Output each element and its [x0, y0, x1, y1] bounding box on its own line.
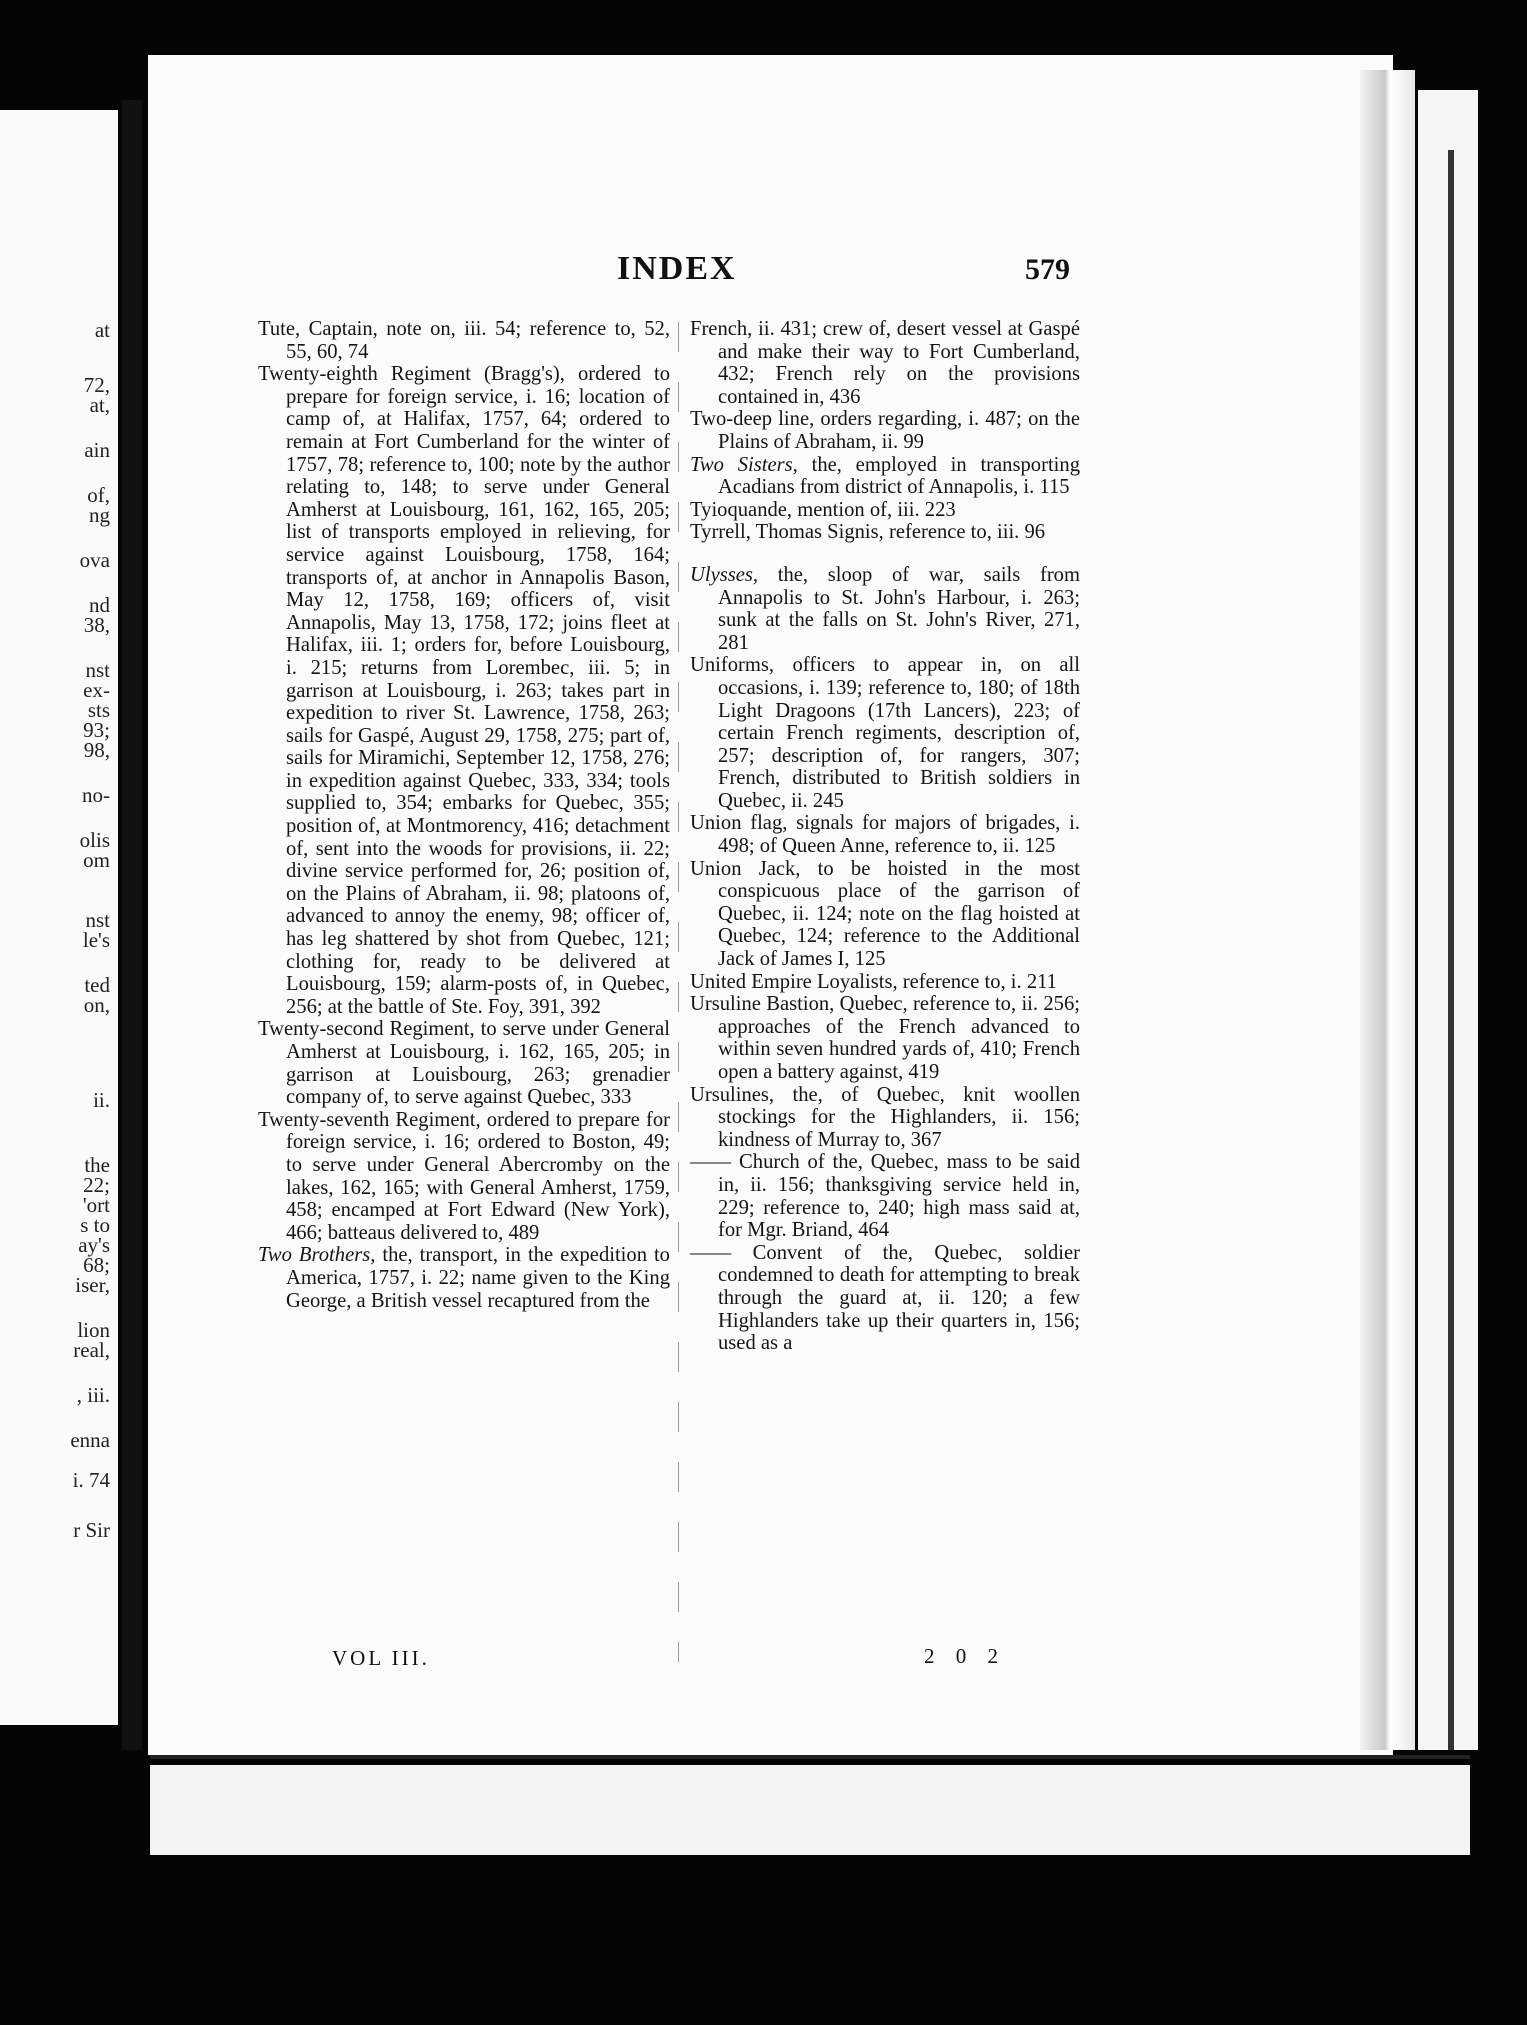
previous-page-text-fragment: 22;	[83, 1173, 110, 1197]
entry-text: the, sloop of war, sails from Annapolis to St. John's Harbour, i. 263; sunk at the falls on St. John's River, 271, 281	[718, 563, 1080, 654]
previous-page-text-fragment: of,	[87, 483, 110, 507]
previous-page-text-fragment: 72,	[83, 373, 110, 397]
entry-text: the, transport, in the expedition to America, 1757, i. 22; name given to the King George, a British vessel recaptured from the	[286, 1244, 670, 1312]
entry-text: Twenty-second Regiment, to serve under General Amherst at Louisbourg, i. 162, 165, 205; in garrison at Louisbourg, 263; grenadier company of, to serve against Quebec, 333	[258, 1018, 670, 1109]
index-entry	[258, 363, 670, 1018]
index-entry	[258, 1018, 670, 1108]
previous-page-text-fragment: om	[83, 848, 110, 872]
previous-page-text-fragment: 93;	[83, 718, 110, 742]
previous-page-text-fragment: , iii.	[76, 1383, 110, 1407]
previous-page-text-fragment: i. 74	[72, 1468, 110, 1492]
previous-page-text-fragment: le's	[82, 928, 110, 952]
entry-text: United Empire Loyalists, reference to, i. 211	[690, 970, 1057, 993]
previous-page-text-fragment: ain	[84, 438, 110, 462]
entry-text: the, employed in transporting Acadians from district of Annapolis, i. 115	[718, 453, 1080, 499]
entry-text: French, ii. 431; crew of, desert vessel at Gaspé and make their way to Fort Cumberland, 432; French rely on the provisions contained in, 436	[690, 318, 1080, 408]
index-entry	[690, 858, 1080, 971]
entry-text: —— Church of the, Quebec, mass to be said in, ii. 156; thanksgiving service held in, 229; reference to, 240; high mass said at, for Mgr. Briand, 464	[690, 1151, 1080, 1242]
index-entry	[690, 408, 1080, 453]
previous-page-text-fragment: 'ort	[82, 1193, 110, 1217]
index-entry	[690, 564, 1080, 654]
previous-page-text-fragment: the	[84, 1153, 110, 1177]
entry-italic-title: Two Sisters,	[690, 453, 798, 476]
column-divider	[678, 322, 679, 1662]
entry-text: Two-deep line, orders regarding, i. 487; on the Plains of Abraham, ii. 99	[690, 408, 1080, 453]
signature-mark: 2 0 2	[924, 1644, 1006, 1668]
volume-label: VOL III.	[332, 1646, 430, 1670]
previous-page-text-fragment: no-	[82, 783, 110, 807]
scan-bottom-margin	[150, 1765, 1470, 1855]
entry-text: Twenty-seventh Regiment, ordered to prepare for foreign service, i. 16; ordered to Boston, 49; to serve under General Abercromby on the lakes, 162, 165; with General Amherst, 1759, 458; encamped at Fort Edward (New York), 466; batteaus delivered to, 489	[258, 1108, 670, 1244]
index-entry	[690, 1084, 1080, 1152]
previous-page-text-fragment: real,	[73, 1338, 110, 1362]
page-number: 579	[1025, 253, 1070, 286]
index-entry	[690, 1242, 1080, 1355]
entry-text: Ursuline Bastion, Quebec, reference to, ii. 256; approaches of the French advanced to within seven hundred yards of, 410; French open a battery against, 419	[690, 993, 1080, 1083]
index-entry	[258, 1244, 670, 1312]
previous-page-text-fragment: ova	[79, 548, 110, 572]
previous-page-text-fragment: nst	[85, 658, 110, 682]
previous-page-text-fragment: at	[94, 318, 110, 342]
page-title: INDEX	[617, 250, 737, 287]
entry-text: Uniforms, officers to appear in, on all occasions, i. 139; reference to, 180; of 18th Light Dragoons (17th Lancers), 223; of certain French regiments, description of, 257; description of, for rangers, 307; French, distributed to British soldiers in Quebec, ii. 245	[690, 654, 1080, 812]
index-column-right	[690, 318, 1080, 1355]
previous-page-text-fragment: 68;	[83, 1253, 110, 1277]
previous-page-text-fragment: 98,	[83, 738, 110, 762]
previous-page-text-fragment: ng	[89, 503, 110, 527]
previous-page-text-fragment: ay's	[78, 1233, 110, 1257]
previous-page-text-fragment: sts	[87, 698, 110, 722]
index-entry	[690, 454, 1080, 499]
previous-page-text-fragment: ted	[84, 973, 110, 997]
index-entry	[690, 499, 1080, 522]
index-entry	[258, 1109, 670, 1245]
entry-text: Twenty-eighth Regiment (Bragg's), ordered to prepare for foreign service, i. 16; location of camp of, at Halifax, 1757, 64; ordered to remain at Fort Cumberland for the winter of 1757, 78; reference to, 100; note by the author relating to, 148; to serve under General Amherst at Louisbourg, 161, 162, 165, 205; list of transports employed in relieving, for service against Louisbourg, 1758, 164; transports of, at anchor in Annapolis Bason, May 12, 1758, 169; officers of, visit Annapolis, May 13, 1758, 172; joins fleet at Halifax, iii. 1; orders for, before Louisbourg, i. 215; returns from Lorembec, iii. 5; in garrison at Louisbourg, i. 263; takes part in expedition to river St. Lawrence, 1758, 263; sails for Gaspé, August 29, 1758, 275; part of, sails for Miramichi, September 12, 1758, 276; in expedition against Quebec, 333, 334; tools supplied to, 354; embarks for Quebec, 355; position of, at Montmorency, 416; detachment of, sent into the woods for provisions, ii. 22; divine service performed for, 26; position of, on the Plains of Abraham, ii. 98; platoons of, advanced to annoy the enemy, 98; officer of, has leg shattered by shot from Quebec, 121; clothing for, ready to be delivered at Louisbourg, 159; alarm-posts of, in Quebec, 256; at the battle of Ste. Foy, 391, 392	[258, 363, 670, 1018]
entry-italic-title: Ulysses,	[690, 563, 759, 586]
previous-page-text-fragment: on,	[83, 993, 110, 1017]
index-entry	[690, 1151, 1080, 1241]
index-entry	[690, 971, 1080, 994]
entry-text: Ursulines, the, of Quebec, knit woollen stockings for the Highlanders, ii. 156; kindness of Murray to, 367	[690, 1083, 1080, 1151]
previous-page-edge	[0, 110, 118, 1725]
entry-text: Tyioquande, mention of, iii. 223	[690, 498, 956, 521]
previous-page-text-fragment: olis	[79, 828, 110, 852]
previous-page-text-fragment: iser,	[75, 1273, 110, 1297]
previous-page-text-fragment: nd	[89, 593, 110, 617]
page-bottom-edge	[150, 1755, 1470, 1759]
previous-page-text-fragment: ii.	[93, 1088, 110, 1112]
previous-page-text-fragment: enna	[70, 1428, 110, 1452]
index-entry	[690, 654, 1080, 812]
page-gutter	[122, 100, 142, 1750]
index-entry	[690, 993, 1080, 1083]
previous-page-text-fragment: 38,	[83, 613, 110, 637]
previous-page-text-fragment: r Sir	[73, 1518, 110, 1542]
index-column-left	[258, 318, 670, 1312]
entry-text: Union flag, signals for majors of brigades, i. 498; of Queen Anne, reference to, ii. 125	[690, 812, 1080, 858]
index-entry	[690, 318, 1080, 408]
previous-page-text-fragment: nst	[85, 908, 110, 932]
previous-page-text-fragment: ex-	[83, 678, 110, 702]
page-edge-line	[1448, 150, 1454, 1750]
entry-text: Tute, Captain, note on, iii. 54; reference to, 52, 55, 60, 74	[258, 318, 670, 363]
entry-gap	[690, 544, 1080, 564]
index-entry	[690, 521, 1080, 544]
index-entry	[690, 812, 1080, 857]
entry-text: Union Jack, to be hoisted in the most conspicuous place of the garrison of Quebec, ii. 124; note on the flag hoisted at Quebec, 124; reference to the Additional Jack of James I, 125	[690, 857, 1080, 971]
entry-text: Tyrrell, Thomas Signis, reference to, iii. 96	[690, 521, 1046, 544]
index-entry	[258, 318, 670, 363]
previous-page-text-fragment: at,	[89, 393, 110, 417]
entry-italic-title: Two Brothers,	[258, 1244, 376, 1267]
previous-page-text-fragment: s to	[80, 1213, 110, 1237]
entry-text: —— Convent of the, Quebec, soldier condemned to death for attempting to break through the guard at, ii. 120; a few Highlanders take up their quarters in, 156; used as a	[690, 1241, 1080, 1355]
page-curl-shadow	[1360, 70, 1415, 1750]
previous-page-text-fragment: lion	[77, 1318, 110, 1342]
